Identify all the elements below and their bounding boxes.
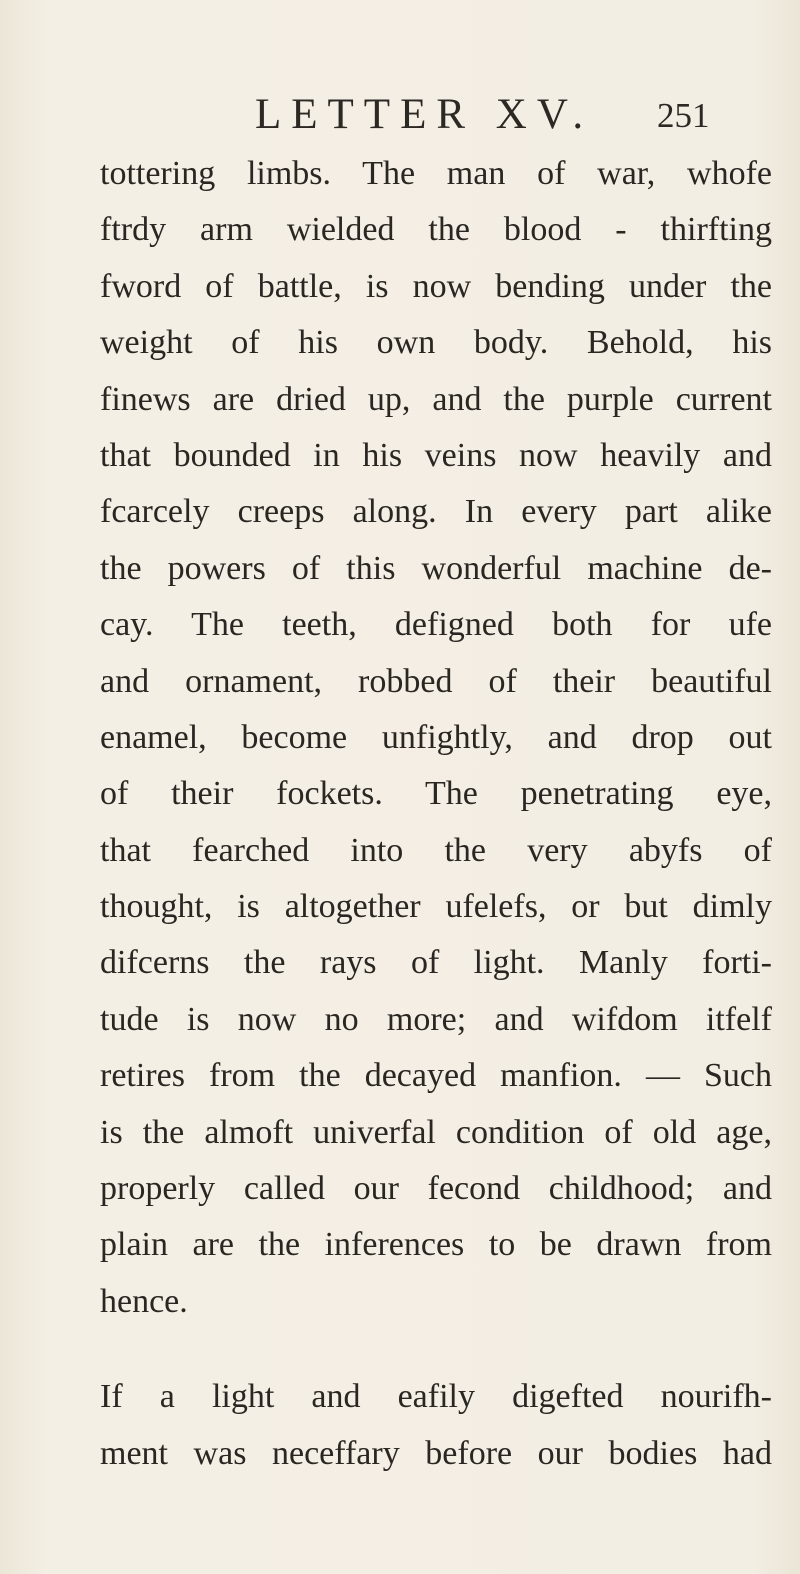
text-line: weight of his own body. Behold, his: [100, 324, 772, 362]
page-header: [0, 90, 800, 150]
text-line: difcerns the rays of light. Manly forti-: [100, 944, 772, 982]
text-line: tude is now no more; and wifdom itfelf: [100, 1000, 772, 1038]
text-line: thought, is altogether ufelefs, or but dimly: [100, 888, 772, 926]
text-line: cay. The teeth, defigned both for ufe: [100, 606, 772, 644]
text-line: fword of battle, is now bending under the: [100, 267, 772, 305]
text-line: is the almoft univerfal condition of old age,: [100, 1113, 772, 1151]
paragraph: [100, 1369, 772, 1482]
text-line: the powers of this wonderful machine de-: [100, 549, 772, 587]
text-line: retires from the decayed manfion. — Such: [100, 1057, 772, 1095]
text-line: ment was neceffary before our bodies had: [100, 1434, 772, 1472]
text-line: enamel, become unfightly, and drop out: [100, 718, 772, 756]
text-line: of their fockets. The penetrating eye,: [100, 775, 772, 813]
body-text: [100, 146, 772, 1482]
text-line: that fearched into the very abyfs of: [100, 831, 772, 869]
text-line: and ornament, robbed of their beautiful: [100, 662, 772, 700]
text-line: properly called our fecond childhood; and: [100, 1170, 772, 1208]
text-line: ftrdy arm wielded the blood - thirfting: [100, 211, 772, 249]
page-number: 251: [657, 96, 710, 135]
running-title: LETTER XV.: [255, 91, 594, 138]
text-line: finews are dried up, and the purple current: [100, 380, 772, 418]
text-line: If a light and eafily digefted nourifh-: [100, 1378, 772, 1416]
text-line: plain are the inferences to be drawn from: [100, 1226, 772, 1264]
text-line: fcarcely creeps along. In every part alike: [100, 493, 772, 531]
text-line: tottering limbs. The man of war, whofe: [100, 155, 772, 192]
paragraph: [100, 146, 772, 1330]
text-line: that bounded in his veins now heavily and: [100, 436, 772, 474]
text-line: hence.: [100, 1282, 188, 1320]
